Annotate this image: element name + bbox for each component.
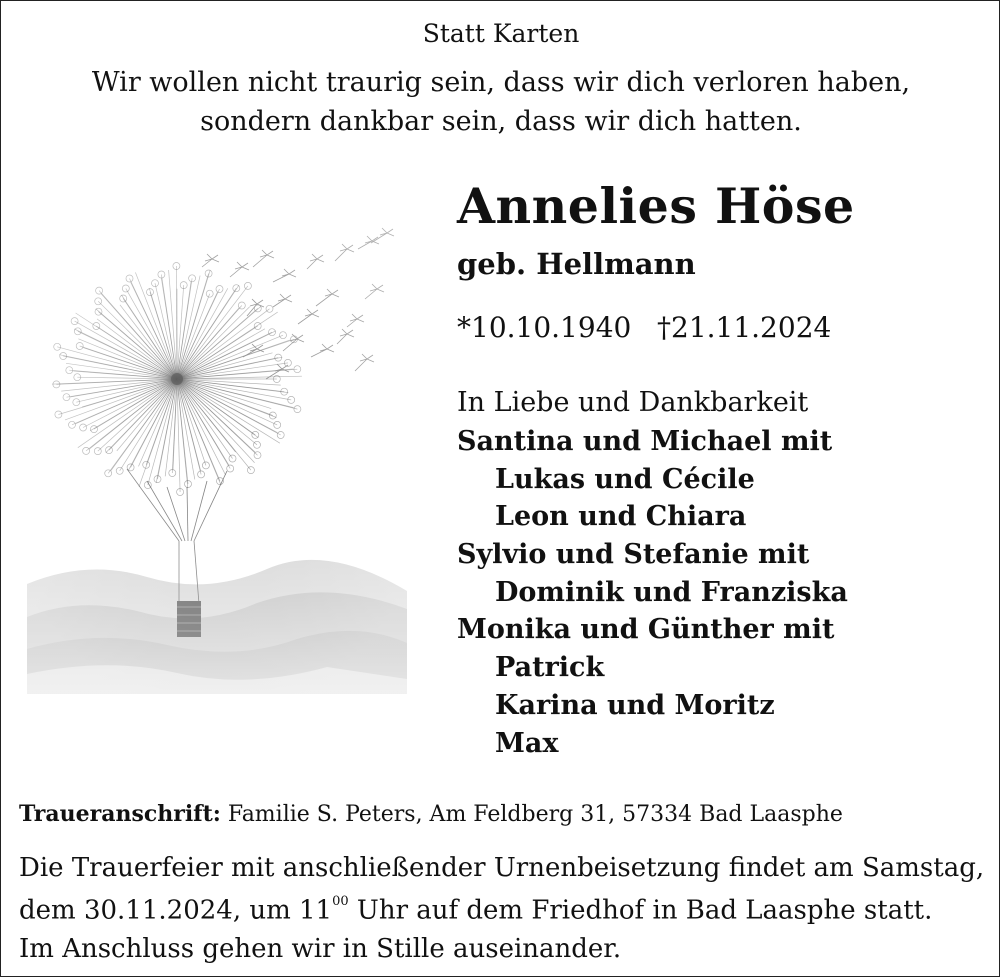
mourner-line: Dominik und Franziska [495, 576, 848, 608]
mourner-line: Lukas und Cécile [495, 463, 755, 495]
service-date-text: dem 30.11.2024, um 11 [19, 895, 333, 926]
death-date: †21.11.2024 [657, 311, 832, 344]
service-time-minutes: 00 [332, 894, 349, 909]
mourner-line: Monika und Günther mit [457, 614, 835, 646]
service-info [19, 849, 984, 968]
mourner-line: Patrick [495, 652, 605, 684]
mourners-list [457, 423, 848, 762]
motto-line-2: sondern dankbar sein, dass wir dich hatten. [200, 106, 802, 137]
birth-date: *10.10.1940 [457, 311, 632, 344]
mourners-intro: In Liebe und Dankbarkeit [457, 387, 809, 418]
motto-line-1: Wir wollen nicht traurig sein, dass wir dich verloren haben, [91, 67, 911, 98]
mourner-line: Karina und Moritz [495, 689, 775, 721]
service-line-2 [19, 887, 984, 930]
service-place-text: Uhr auf dem Friedhof in Bad Laasphe statt. [348, 895, 933, 926]
motto [1, 63, 1000, 141]
mourner-line: Santina und Michael mit [457, 426, 833, 457]
service-line-3: Im Anschluss gehen wir in Stille auseinander. [19, 933, 622, 964]
address-value: Familie S. Peters, Am Feldberg 31, 57334 Bad Laasphe [227, 802, 843, 827]
service-line-1: Die Trauerfeier mit anschließender Urnenbeisetzung findet am Samstag, [19, 853, 985, 883]
mourner-line: Max [495, 727, 559, 759]
heading: Statt Karten [422, 19, 580, 48]
mourning-address [19, 801, 843, 827]
address-label: Traueranschrift: [19, 801, 221, 827]
birth-name: geb. Hellmann [457, 247, 696, 281]
dandelion-balloon-icon [27, 219, 407, 694]
deceased-name: Annelies Höse [457, 177, 855, 235]
mourner-line: Leon und Chiara [495, 501, 747, 533]
mourner-line: Sylvio und Stefanie mit [457, 539, 810, 571]
